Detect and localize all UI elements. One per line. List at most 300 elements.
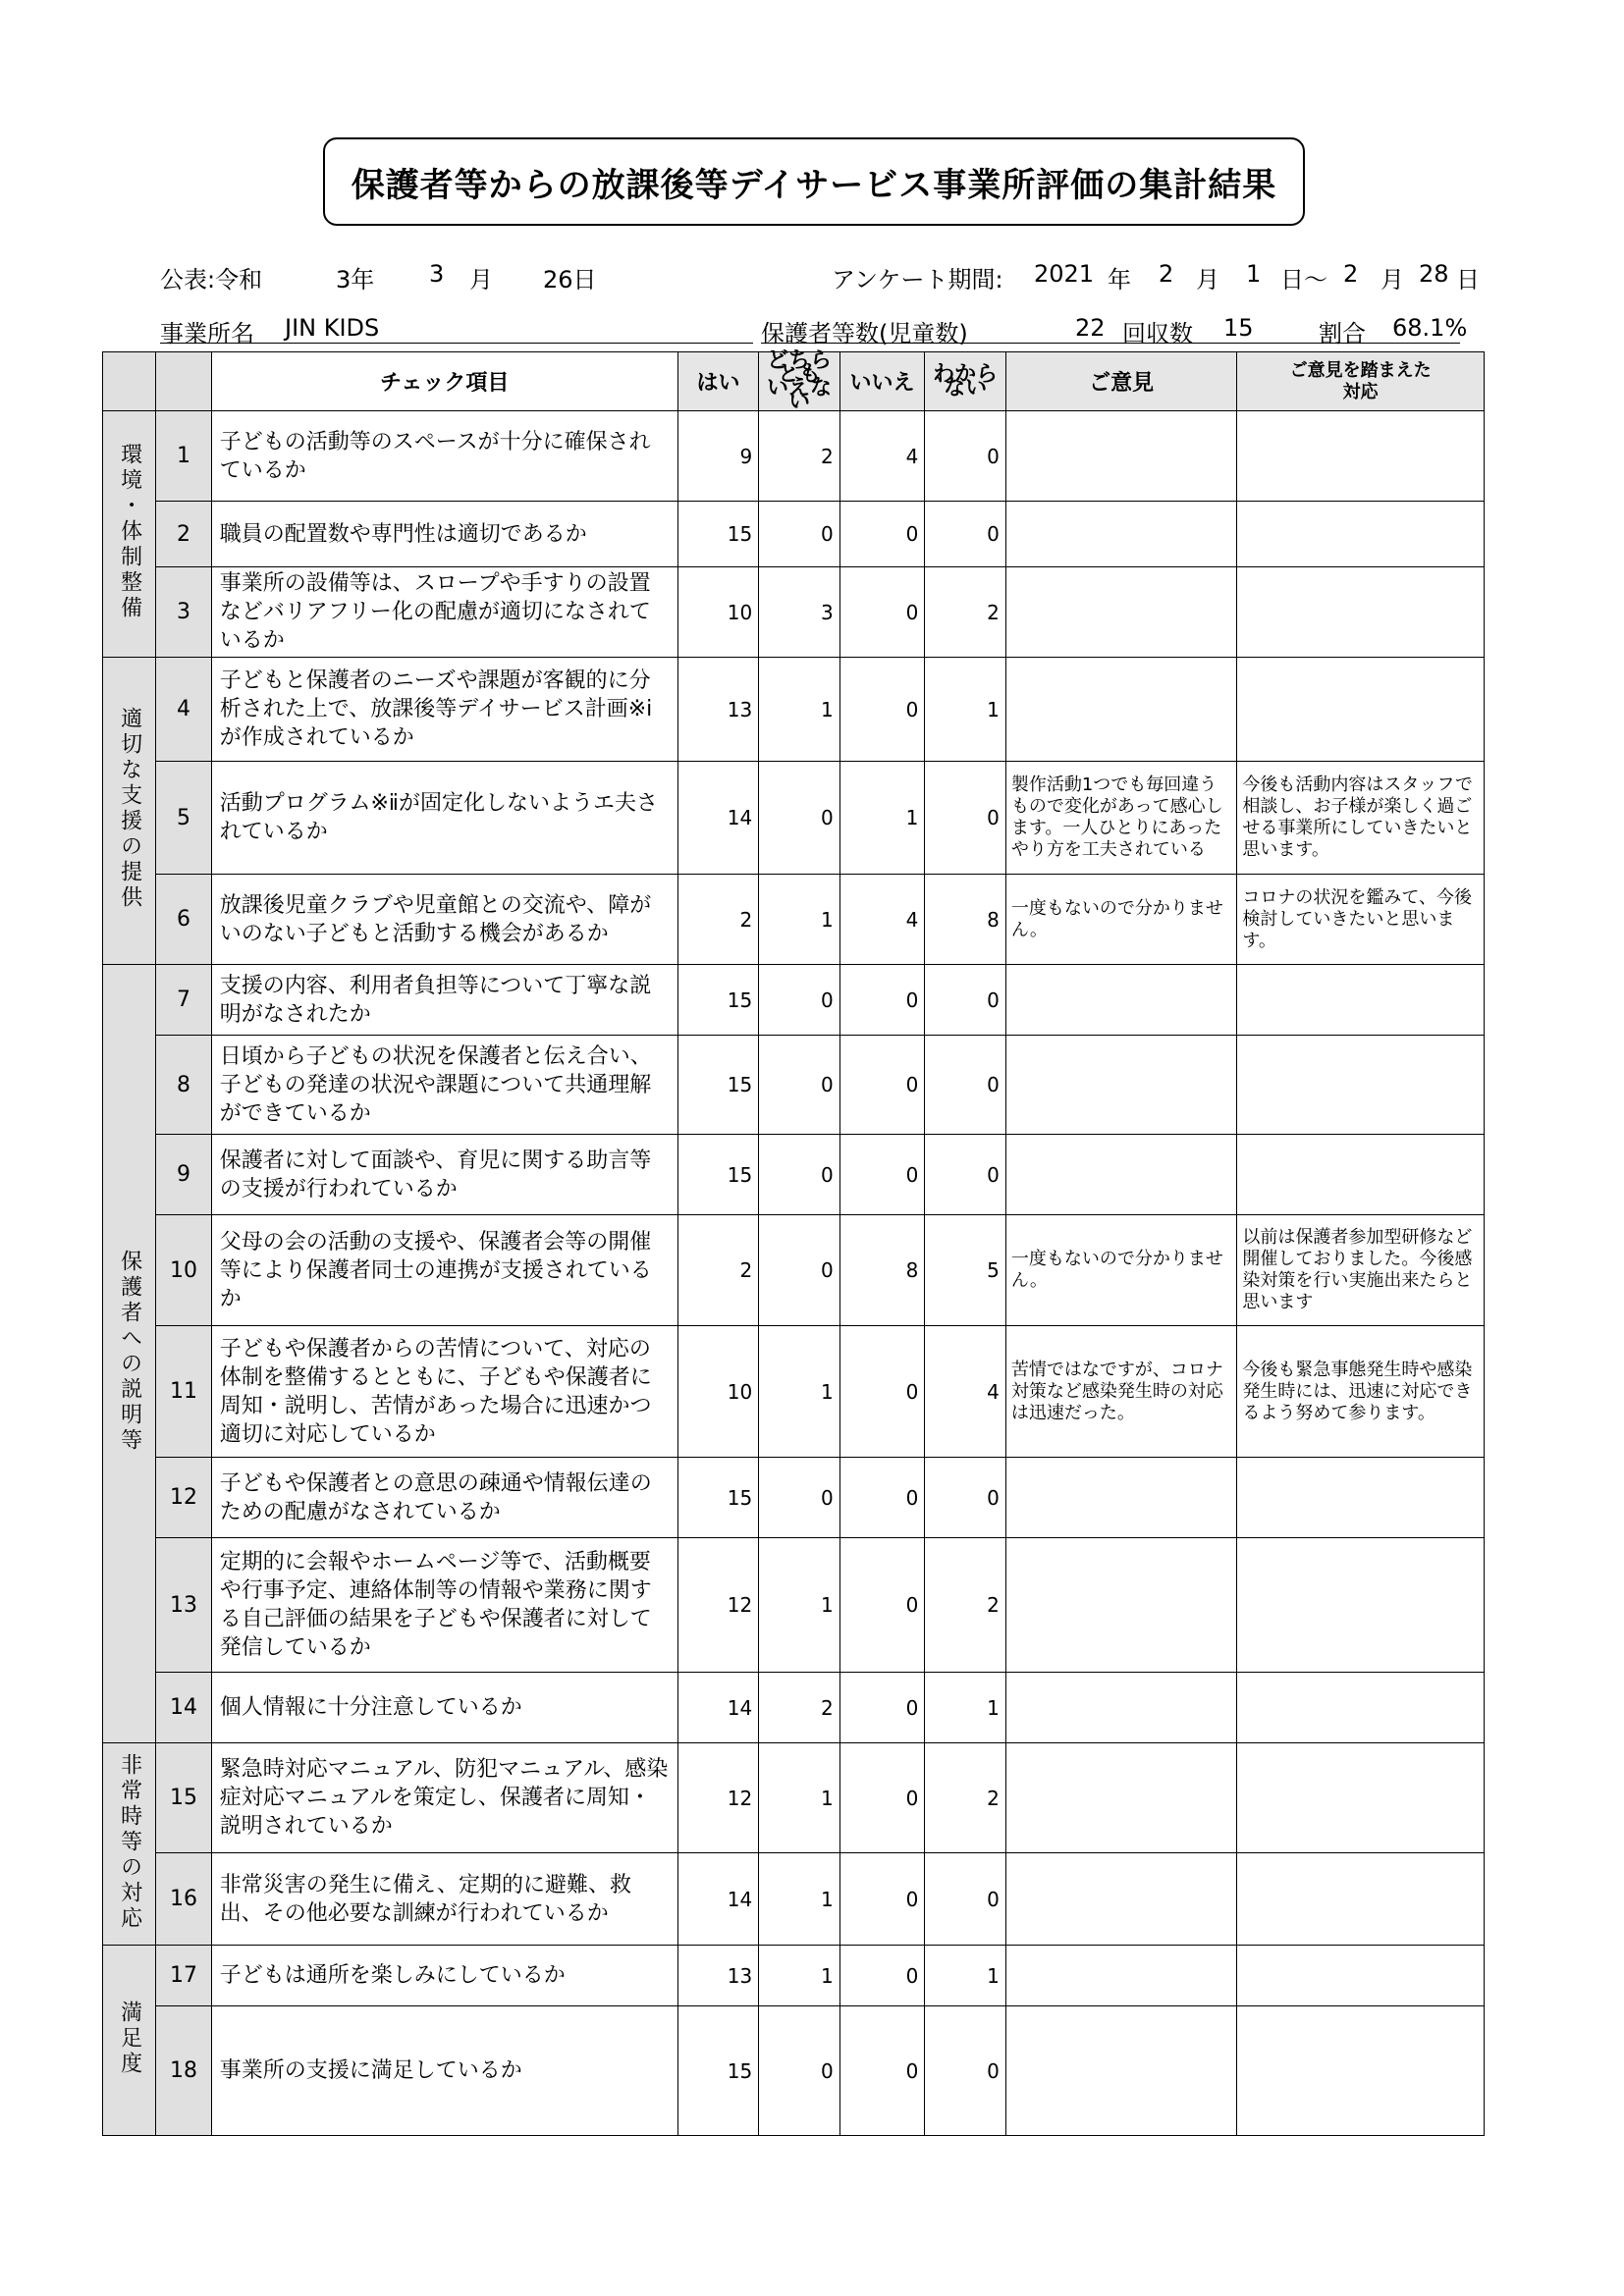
opinion: 苦情ではなですが、コロナ対策など感染発生時の対応は迅速だった。 <box>1010 1359 1223 1423</box>
count-yes-cell <box>677 762 759 875</box>
period-year-unit: 年 <box>1108 266 1131 294</box>
row-number: 17 <box>170 1963 198 1988</box>
count-unknown: 2 <box>987 1786 1000 1810</box>
count-no: 0 <box>905 1073 919 1096</box>
check-item-cell <box>211 1215 677 1326</box>
period-day-to: 日〜 <box>1280 266 1327 294</box>
count-neither: 0 <box>821 1485 834 1510</box>
opinion: 製作活動1つでも毎回違うもので変化があって感心します。一人ひとりにあったやり方を工夫されている <box>1010 774 1223 860</box>
opinion-cell <box>1005 1458 1237 1538</box>
count-no: 0 <box>905 1786 919 1810</box>
count-no: 4 <box>905 444 919 468</box>
table-row <box>103 1215 1485 1326</box>
row-number: 1 <box>177 444 191 468</box>
count-neither: 0 <box>821 1073 834 1096</box>
response-cell <box>1237 965 1485 1036</box>
count-no: 0 <box>905 1593 919 1617</box>
count-yes-cell <box>677 411 759 502</box>
check-item-cell <box>211 1326 677 1458</box>
count-no: 8 <box>905 1258 919 1282</box>
response-cell <box>1237 2006 1485 2136</box>
count-yes: 9 <box>739 444 753 468</box>
response-cell <box>1237 658 1485 762</box>
header-number-blank <box>156 352 211 411</box>
count-unknown: 1 <box>987 697 1000 721</box>
table-row <box>103 567 1485 658</box>
opinion-cell <box>1005 1853 1237 1946</box>
category-cell <box>103 658 156 965</box>
check-item: 子どもや保護者との意思の疎通や情報伝達のための配慮がなされているか <box>219 1470 652 1524</box>
count-yes-cell <box>677 1853 759 1946</box>
count-neither: 0 <box>821 988 834 1012</box>
office-name: JIN KIDS <box>285 314 380 342</box>
response-cell <box>1237 1215 1485 1326</box>
office-underline <box>160 343 753 344</box>
count-yes: 13 <box>727 697 753 721</box>
count-neither-cell <box>759 1743 840 1853</box>
collected-count: 15 <box>1223 314 1254 342</box>
count-neither-cell <box>759 411 840 502</box>
row-number: 16 <box>170 1887 198 1911</box>
check-item: 子どもと保護者のニーズや課題が客観的に分析された上で、放課後等デイサービス計画※ⅰが作成されているか <box>219 668 653 750</box>
opinion-cell <box>1005 658 1237 762</box>
period-start-month-unit: 月 <box>1196 266 1219 294</box>
opinion-cell <box>1005 1326 1237 1458</box>
count-unknown-cell <box>925 1743 1006 1853</box>
check-item-cell <box>211 965 677 1036</box>
row-number-cell <box>156 1946 211 2006</box>
count-yes: 15 <box>727 1485 753 1510</box>
opinion-cell <box>1005 1215 1237 1326</box>
check-item: 父母の会の活動の支援や、保護者会等の開催等により保護者同士の連携が支援されているか <box>219 1229 652 1311</box>
row-number-cell <box>156 1853 211 1946</box>
table-row <box>103 1538 1485 1673</box>
count-neither: 1 <box>821 1963 834 1988</box>
check-item: 職員の配置数や専門性は適切であるか <box>219 521 587 547</box>
count-no-cell <box>839 1326 925 1458</box>
check-item: 活動プログラム※ⅱが固定化しないようエ夫されているか <box>219 791 658 844</box>
count-yes-cell <box>677 875 759 965</box>
header-check-item: チェック項目 <box>211 352 677 411</box>
count-no-cell <box>839 875 925 965</box>
header-category-blank <box>103 352 156 411</box>
count-no-cell <box>839 411 925 502</box>
row-number-cell <box>156 1135 211 1215</box>
count-neither-cell <box>759 1135 840 1215</box>
count-unknown: 0 <box>987 1485 1000 1510</box>
count-unknown-cell <box>925 1326 1006 1458</box>
count-yes-cell <box>677 502 759 567</box>
count-unknown: 2 <box>987 1593 1000 1617</box>
table-row <box>103 502 1485 567</box>
response-cell <box>1237 875 1485 965</box>
check-item: 子どもの活動等のスペースが十分に確保されているか <box>219 429 651 483</box>
response-cell <box>1237 762 1485 875</box>
opinion: 一度もないので分かりません。 <box>1010 897 1223 940</box>
count-no: 0 <box>905 1162 919 1187</box>
row-number: 12 <box>170 1485 198 1510</box>
count-no: 0 <box>905 988 919 1012</box>
published-month-unit: 月 <box>469 266 493 294</box>
table-header-row <box>103 352 1485 411</box>
count-unknown: 0 <box>987 1073 1000 1096</box>
count-neither: 0 <box>821 522 834 546</box>
count-no: 0 <box>905 600 919 624</box>
response-cell <box>1237 1326 1485 1458</box>
header-opinion: ご意見 <box>1005 352 1237 411</box>
count-yes-cell <box>677 1743 759 1853</box>
header-yes: はい <box>677 352 759 411</box>
count-no-cell <box>839 567 925 658</box>
count-no: 0 <box>905 1485 919 1510</box>
row-number-cell <box>156 658 211 762</box>
count-unknown-cell <box>925 1036 1006 1135</box>
category-cell <box>103 1743 156 1946</box>
header-neither: どちらとも いえない <box>759 352 840 411</box>
count-yes: 12 <box>727 1593 753 1617</box>
guardian-count-label: 保護者等数(児童数) <box>761 320 968 347</box>
check-item: 子どもや保護者からの苦情について、対応の体制を整備するとともに、子どもや保護者に周知・説明し、苦情があった場合に迅速かつ適切に対応しているか <box>219 1336 652 1447</box>
header-unknown: わからない <box>925 352 1006 411</box>
table-row <box>103 965 1485 1036</box>
category-label: 満足度 <box>117 2000 142 2077</box>
count-yes-cell <box>677 1326 759 1458</box>
row-number: 9 <box>177 1162 191 1187</box>
count-neither-cell <box>759 502 840 567</box>
count-no-cell <box>839 1036 925 1135</box>
count-neither: 1 <box>821 1379 834 1404</box>
category-cell <box>103 1946 156 2136</box>
count-unknown-cell <box>925 567 1006 658</box>
document-title: 保護者等からの放課後等デイサービス事業所評価の集計結果 <box>323 137 1305 226</box>
opinion-cell <box>1005 1538 1237 1673</box>
response: 今後も緊急事態発生時や感染発生時には、迅速に対応できるよう努めて参ります。 <box>1242 1359 1473 1423</box>
header-no: いいえ <box>839 352 925 411</box>
row-number: 7 <box>177 988 191 1012</box>
count-yes: 15 <box>727 1162 753 1187</box>
check-item-cell <box>211 1135 677 1215</box>
row-number-cell <box>156 411 211 502</box>
count-yes: 10 <box>727 1379 753 1404</box>
count-no: 0 <box>905 1379 919 1404</box>
opinion-cell <box>1005 1743 1237 1853</box>
count-neither-cell <box>759 1036 840 1135</box>
count-neither-cell <box>759 658 840 762</box>
count-yes-cell <box>677 965 759 1036</box>
table-row <box>103 1458 1485 1538</box>
category-label: 非常時等の対応 <box>117 1752 142 1932</box>
row-number: 2 <box>177 521 191 547</box>
period-start-day: 1 <box>1246 260 1262 288</box>
header-response: ご意見を踏まえた 対応 <box>1237 352 1485 411</box>
period-end-day-unit: 日 <box>1456 266 1480 294</box>
count-unknown-cell <box>925 1946 1006 2006</box>
opinion-cell <box>1005 1036 1237 1135</box>
count-unknown-cell <box>925 411 1006 502</box>
count-unknown-cell <box>925 762 1006 875</box>
count-no-cell <box>839 965 925 1036</box>
response-cell <box>1237 1673 1485 1743</box>
row-number: 18 <box>170 2058 198 2083</box>
count-no-cell <box>839 1743 925 1853</box>
stats-underline <box>761 343 1460 344</box>
count-neither-cell <box>759 965 840 1036</box>
table-body <box>103 411 1485 2136</box>
count-yes: 15 <box>727 1073 753 1096</box>
row-number-cell <box>156 1538 211 1673</box>
count-yes-cell <box>677 1458 759 1538</box>
count-neither: 3 <box>821 600 834 624</box>
row-number-cell <box>156 1458 211 1538</box>
count-neither: 2 <box>821 1695 834 1720</box>
response-cell <box>1237 1946 1485 2006</box>
count-unknown: 8 <box>987 907 1000 932</box>
response-cell <box>1237 567 1485 658</box>
row-number-cell <box>156 1743 211 1853</box>
table-row <box>103 1673 1485 1743</box>
row-number-cell <box>156 1673 211 1743</box>
count-unknown: 0 <box>987 1162 1000 1187</box>
count-no: 4 <box>905 907 919 932</box>
table-row <box>103 762 1485 875</box>
evaluation-table <box>102 347 1485 2136</box>
table-row <box>103 875 1485 965</box>
check-item: 個人情報に十分注意しているか <box>219 1695 522 1720</box>
opinion: 一度もないので分かりません。 <box>1010 1249 1223 1291</box>
count-yes: 14 <box>727 806 753 829</box>
count-yes-cell <box>677 1215 759 1326</box>
check-item: 支援の内容、利用者負担等について丁寧な説明がなされたか <box>219 973 652 1027</box>
count-unknown-cell <box>925 1538 1006 1673</box>
row-number-cell <box>156 762 211 875</box>
opinion-cell <box>1005 1673 1237 1743</box>
check-item-cell <box>211 502 677 567</box>
count-neither: 0 <box>821 2058 834 2083</box>
ratio-label: 割合 <box>1319 320 1366 347</box>
table-row <box>103 1135 1485 1215</box>
count-neither-cell <box>759 1673 840 1743</box>
published-month: 3 <box>429 260 445 288</box>
count-no-cell <box>839 1673 925 1743</box>
table-row <box>103 1326 1485 1458</box>
row-number-cell <box>156 965 211 1036</box>
count-unknown: 0 <box>987 806 1000 829</box>
count-unknown-cell <box>925 658 1006 762</box>
count-neither-cell <box>759 875 840 965</box>
row-number-cell <box>156 1036 211 1135</box>
count-unknown-cell <box>925 1458 1006 1538</box>
count-neither: 1 <box>821 1593 834 1617</box>
check-item: 保護者に対して面談や、育児に関する助言等の支援が行われているか <box>219 1148 652 1201</box>
table-row <box>103 1743 1485 1853</box>
count-neither: 1 <box>821 907 834 932</box>
count-yes-cell <box>677 2006 759 2136</box>
count-no: 0 <box>905 522 919 546</box>
row-number: 3 <box>177 600 191 624</box>
response-cell <box>1237 411 1485 502</box>
row-number: 8 <box>177 1072 191 1097</box>
response: 以前は保護者参加型研修など開催しておりました。今後感染対策を行い実施出来たらと思います <box>1242 1227 1473 1312</box>
count-unknown: 4 <box>987 1379 1000 1404</box>
table-row <box>103 1853 1485 1946</box>
table-row <box>103 658 1485 762</box>
ratio-value: 68.1% <box>1392 314 1468 342</box>
count-unknown: 0 <box>987 444 1000 468</box>
count-unknown: 1 <box>987 1963 1000 1988</box>
count-neither-cell <box>759 567 840 658</box>
guardian-count: 22 <box>1075 314 1106 342</box>
count-yes: 2 <box>739 1258 753 1282</box>
row-number: 13 <box>170 1592 198 1618</box>
count-yes: 13 <box>727 1963 753 1988</box>
row-number: 15 <box>170 1786 198 1810</box>
check-item-cell <box>211 2006 677 2136</box>
row-number: 10 <box>170 1257 198 1283</box>
office-label: 事業所名 <box>160 320 254 347</box>
row-number: 4 <box>177 697 191 721</box>
count-unknown-cell <box>925 2006 1006 2136</box>
count-unknown-cell <box>925 1673 1006 1743</box>
opinion-cell <box>1005 1946 1237 2006</box>
table-row <box>103 2006 1485 2136</box>
count-neither-cell <box>759 1458 840 1538</box>
period-end-month-unit: 月 <box>1380 266 1404 294</box>
count-yes: 12 <box>727 1786 753 1810</box>
check-item-cell <box>211 1743 677 1853</box>
count-neither-cell <box>759 1538 840 1673</box>
opinion-cell <box>1005 2006 1237 2136</box>
count-yes-cell <box>677 1538 759 1673</box>
count-neither-cell <box>759 2006 840 2136</box>
response-cell <box>1237 502 1485 567</box>
category-cell <box>103 965 156 1743</box>
period-start-month: 2 <box>1159 260 1174 288</box>
count-yes: 15 <box>727 988 753 1012</box>
count-no: 0 <box>905 1887 919 1911</box>
count-neither: 1 <box>821 1786 834 1810</box>
opinion-cell <box>1005 1135 1237 1215</box>
check-item-cell <box>211 1673 677 1743</box>
check-item-cell <box>211 1036 677 1135</box>
count-neither: 1 <box>821 697 834 721</box>
count-unknown: 5 <box>987 1258 1000 1282</box>
check-item: 非常災害の発生に備え、定期的に避難、救出、その他必要な訓練が行われているか <box>219 1872 632 1926</box>
row-number-cell <box>156 875 211 965</box>
response: コロナの状況を鑑みて、今後検討していきたいと思います。 <box>1242 886 1472 951</box>
opinion-cell <box>1005 762 1237 875</box>
count-no-cell <box>839 658 925 762</box>
row-number-cell <box>156 1326 211 1458</box>
count-unknown-cell <box>925 502 1006 567</box>
count-yes-cell <box>677 567 759 658</box>
check-item-cell <box>211 1946 677 2006</box>
count-unknown: 0 <box>987 2058 1000 2083</box>
count-yes: 15 <box>727 522 753 546</box>
row-number: 6 <box>177 907 191 932</box>
count-yes-cell <box>677 1946 759 2006</box>
row-number-cell <box>156 1215 211 1326</box>
count-no-cell <box>839 502 925 567</box>
row-number: 11 <box>170 1379 198 1404</box>
check-item-cell <box>211 1538 677 1673</box>
count-yes: 2 <box>739 907 753 932</box>
count-no-cell <box>839 1538 925 1673</box>
response-cell <box>1237 1135 1485 1215</box>
row-number-cell <box>156 2006 211 2136</box>
category-label: 環境・体制整備 <box>117 443 142 621</box>
check-item: 日頃から子どもの状況を保護者と伝え合い、子どもの発達の状況や課題について共通理解ができているか <box>219 1043 652 1126</box>
count-yes: 14 <box>727 1887 753 1911</box>
count-no: 0 <box>905 697 919 721</box>
response-cell <box>1237 1538 1485 1673</box>
count-yes-cell <box>677 1036 759 1135</box>
category-label: 適切な支援の提供 <box>117 707 142 911</box>
table-row <box>103 411 1485 502</box>
count-neither-cell <box>759 1946 840 2006</box>
count-yes-cell <box>677 1135 759 1215</box>
count-unknown-cell <box>925 1853 1006 1946</box>
count-yes: 10 <box>727 600 753 624</box>
row-number: 14 <box>170 1695 198 1720</box>
count-unknown: 0 <box>987 988 1000 1012</box>
count-neither-cell <box>759 1215 840 1326</box>
count-neither-cell <box>759 1853 840 1946</box>
count-neither: 0 <box>821 806 834 829</box>
count-neither: 1 <box>821 1887 834 1911</box>
count-neither-cell <box>759 762 840 875</box>
count-yes: 15 <box>727 2058 753 2083</box>
survey-period-label: アンケート期間: <box>832 266 1003 294</box>
check-item-cell <box>211 1853 677 1946</box>
count-no-cell <box>839 1458 925 1538</box>
check-item-cell <box>211 567 677 658</box>
published-day: 26日 <box>543 266 597 294</box>
opinion-cell <box>1005 567 1237 658</box>
count-no-cell <box>839 1853 925 1946</box>
check-item: 定期的に会報やホームページ等で、活動概要や行事予定、連絡体制等の情報や業務に関する自己評価の結果を子どもや保護者に対して発信しているか <box>219 1550 652 1660</box>
response: 今後も活動内容はスタッフで相談し、お子様が楽しく過ごせる事業所にしていきたいと思います。 <box>1242 774 1473 860</box>
check-item-cell <box>211 875 677 965</box>
count-unknown-cell <box>925 1135 1006 1215</box>
count-yes-cell <box>677 1673 759 1743</box>
row-number-cell <box>156 567 211 658</box>
count-no: 0 <box>905 2058 919 2083</box>
response-cell <box>1237 1036 1485 1135</box>
count-unknown: 0 <box>987 522 1000 546</box>
period-end-day: 28 <box>1419 260 1449 288</box>
period-end-month: 2 <box>1343 260 1359 288</box>
check-item: 緊急時対応マニュアル、防犯マニュアル、感染症対応マニュアルを策定し、保護者に周知・説明されているか <box>219 1757 669 1839</box>
opinion-cell <box>1005 411 1237 502</box>
count-neither-cell <box>759 1326 840 1458</box>
count-unknown: 0 <box>987 1887 1000 1911</box>
published-year: 3年 <box>336 266 375 294</box>
period-year: 2021 <box>1034 260 1095 288</box>
count-unknown-cell <box>925 1215 1006 1326</box>
count-no-cell <box>839 762 925 875</box>
check-item: 放課後児童クラブや児童館との交流や、障がいのない子どもと活動する機会があるか <box>219 892 652 946</box>
count-unknown-cell <box>925 965 1006 1036</box>
table-row <box>103 1946 1485 2006</box>
count-no-cell <box>839 1946 925 2006</box>
opinion-cell <box>1005 875 1237 965</box>
count-neither: 2 <box>821 444 834 468</box>
count-no: 1 <box>905 806 919 829</box>
count-no-cell <box>839 1135 925 1215</box>
count-no: 0 <box>905 1695 919 1720</box>
category-cell <box>103 411 156 658</box>
count-no: 0 <box>905 1963 919 1988</box>
